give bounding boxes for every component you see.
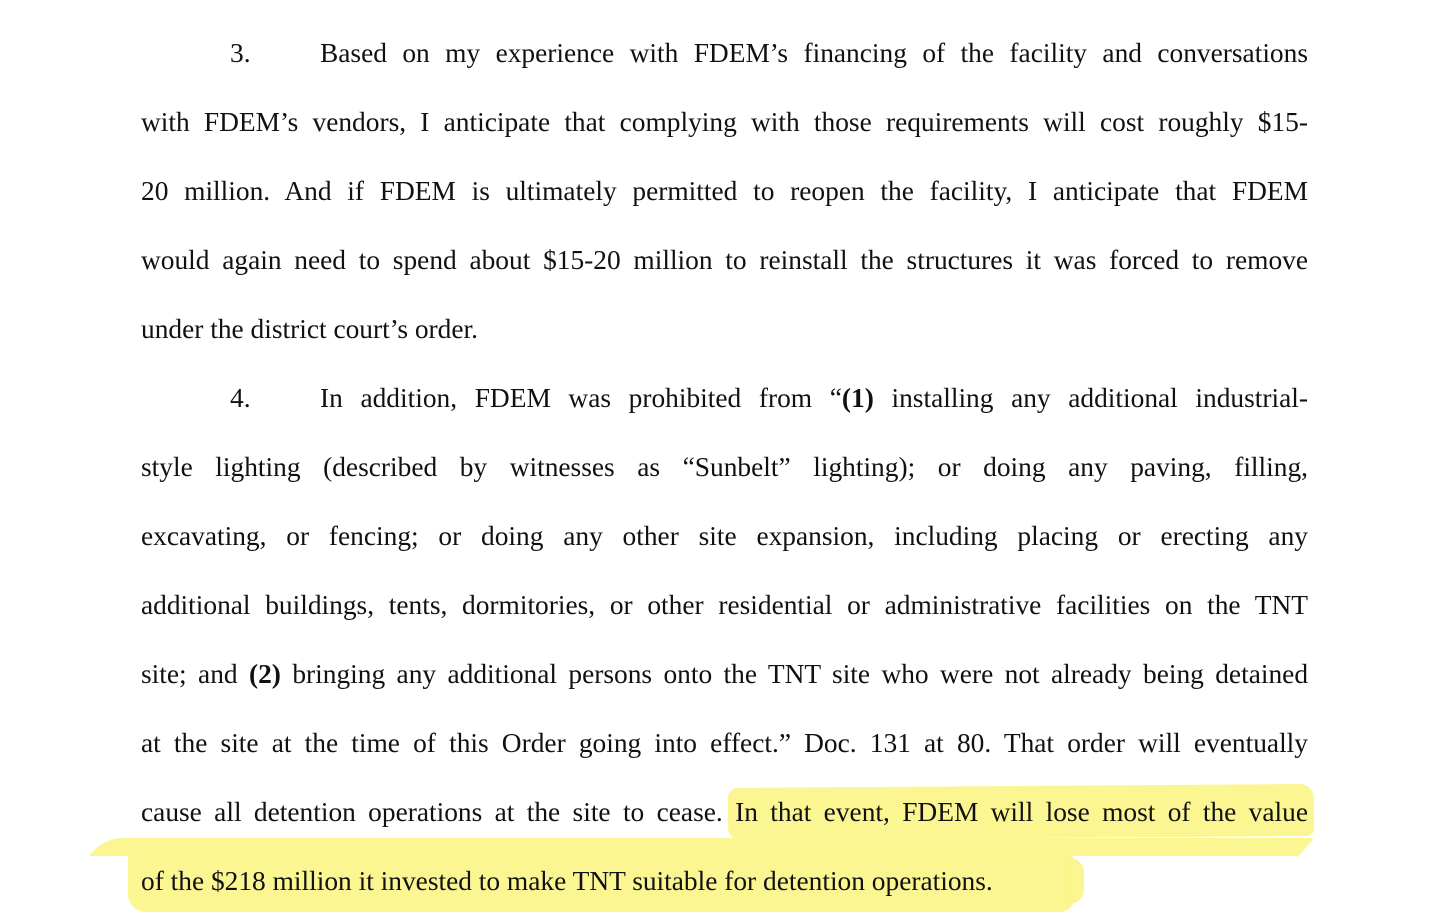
paragraph-line: under the district court’s order.	[141, 314, 478, 344]
paragraph-line: In addition, FDEM was prohibited from “(1) installing any additional industrial-	[320, 383, 1309, 413]
paragraph-line: excavating, or fencing; or doing any other site expansion, including placing or erecting any	[141, 521, 1308, 551]
paragraph-line: at the site at the time of this Order going into effect.” Doc. 131 at 80. That order will eventually	[141, 728, 1308, 758]
highlighted-text: In that event, FDEM will lose most of the value	[735, 797, 1308, 827]
paragraph-line: style lighting (described by witnesses as “Sunbelt” lighting); or doing any paving, filling,	[141, 452, 1308, 482]
paragraph-number: 3.	[230, 38, 251, 68]
paragraph-line	[141, 864, 1308, 898]
paragraph-line: 20 million. And if FDEM is ultimately permitted to reopen the facility, I anticipate that FDEM	[141, 176, 1308, 206]
paragraph-line: Based on my experience with FDEM’s financing of the facility and conversations	[320, 38, 1308, 68]
highlighted-text: of the $218 million it invested to make TNT suitable for detention operations.	[141, 866, 993, 896]
paragraph-line: cause all detention operations at the site to cease. In that event, FDEM will lose most of the value	[141, 797, 1308, 827]
paragraph-line: with FDEM’s vendors, I anticipate that complying with those requirements will cost roughly $15-	[141, 107, 1308, 137]
paragraph-line: would again need to spend about $15-20 million to reinstall the structures it was forced to remove	[141, 245, 1308, 275]
paragraph-number: 4.	[230, 383, 251, 413]
paragraph-line: additional buildings, tents, dormitories, or other residential or administrative facilities on the TNT	[141, 590, 1308, 620]
paragraph-line: site; and (2) bringing any additional persons onto the TNT site who were not already being detained	[141, 659, 1309, 689]
